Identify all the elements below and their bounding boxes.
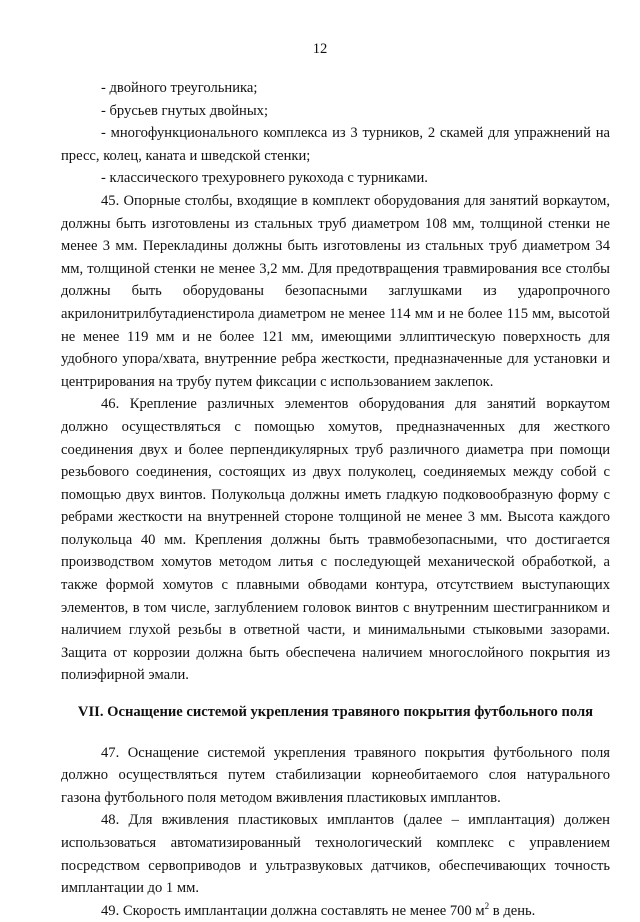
list-item: - брусьев гнутых двойных;	[101, 102, 268, 119]
page-number: 12	[312, 41, 328, 57]
section-heading: VII. Оснащение системой укрепления травяного покрытия футбольного поля	[77, 704, 594, 721]
paragraph-47: 47. Оснащение системой укрепления травяного покрытия футбольного поля должно осуществляться путем стабилизации корнеобитаемого слоя натурального газона футбольного поля методом вживления пластиковых имплантов.	[61, 744, 610, 806]
list-item: - двойного треугольника;	[101, 80, 258, 96]
paragraph-49-end: в день.	[489, 902, 536, 919]
paragraph-46: 46. Крепление различных элементов оборудования для занятий воркаутом должно осуществляться с помощью хомутов, предназначенных для жесткого соединения двух и более перпендикулярных труб различного диаметра при помощи резьбового соединения, состоящих из двух полуколец, соединяемых между собой с помощью двух винтов. Полукольца должны иметь гладкую подковообразную форму с ребрами жесткости на внутренней стороне толщиной не менее 3 мм. Высота каждого полукольца 40 мм. Крепления должны быть травмобезопасными, что достигается производством хомутов методом литья с последующей механической обработкой, а также формой хомутов с плавными обводами контура, отсутствием выступающих элементов, в том числе, заглублением головок винтов с внутренним шестигранником и наличием глухой резьбы в ответной части, и минимальными стыковыми зазорами. Защита от коррозии должна быть обеспечена наличием многослойного покрытия из полиэфирной эмали.	[61, 396, 610, 684]
paragraph-45: 45. Опорные столбы, входящие в комплект оборудования для занятий воркаутом, должны быть изготовлены из стальных труб диаметром 108 мм, толщиной стенки не менее 3 мм. Перекладины должны быть изготовлены из стальных труб диаметром 34 мм, толщиной стенки не менее 3,2 мм. Для предотвращения травмирования все столбы должны быть оборудованы безопасными заглушками из ударопрочного акрилонитрилбутадиенстирола диаметром не менее 114 мм и не более 115 мм, высотой не менее 119 мм и не более 121 мм, имеющими эллиптическую поверхность для удобного упора/хвата, внутренние ребра жесткости, предназначенные для установки и центрирования на трубу путем фиксации с использованием заклепок.	[61, 192, 610, 390]
document-body	[61, 77, 610, 922]
list-item: - многофункционального комплекса из 3 турников, 2 скамей для упражнений на пресс, колец, каната и шведской стенки;	[61, 125, 610, 164]
superscript-2: 2	[484, 900, 490, 911]
list-item: - классического трехуровнего рукохода с турниками.	[101, 170, 428, 187]
paragraph-49-text: 49. Скорость имплантации должна составлять не менее 700 м	[101, 902, 485, 919]
paragraph-48: 48. Для вживления пластиковых имплантов (далее – имплантация) должен использоваться автоматизированный технологический комплекс с управлением посредством сервоприводов и ультразвуковых датчиков, обеспечивающих точность имплантации до 1 мм.	[61, 812, 610, 897]
paragraph-49	[61, 900, 610, 922]
